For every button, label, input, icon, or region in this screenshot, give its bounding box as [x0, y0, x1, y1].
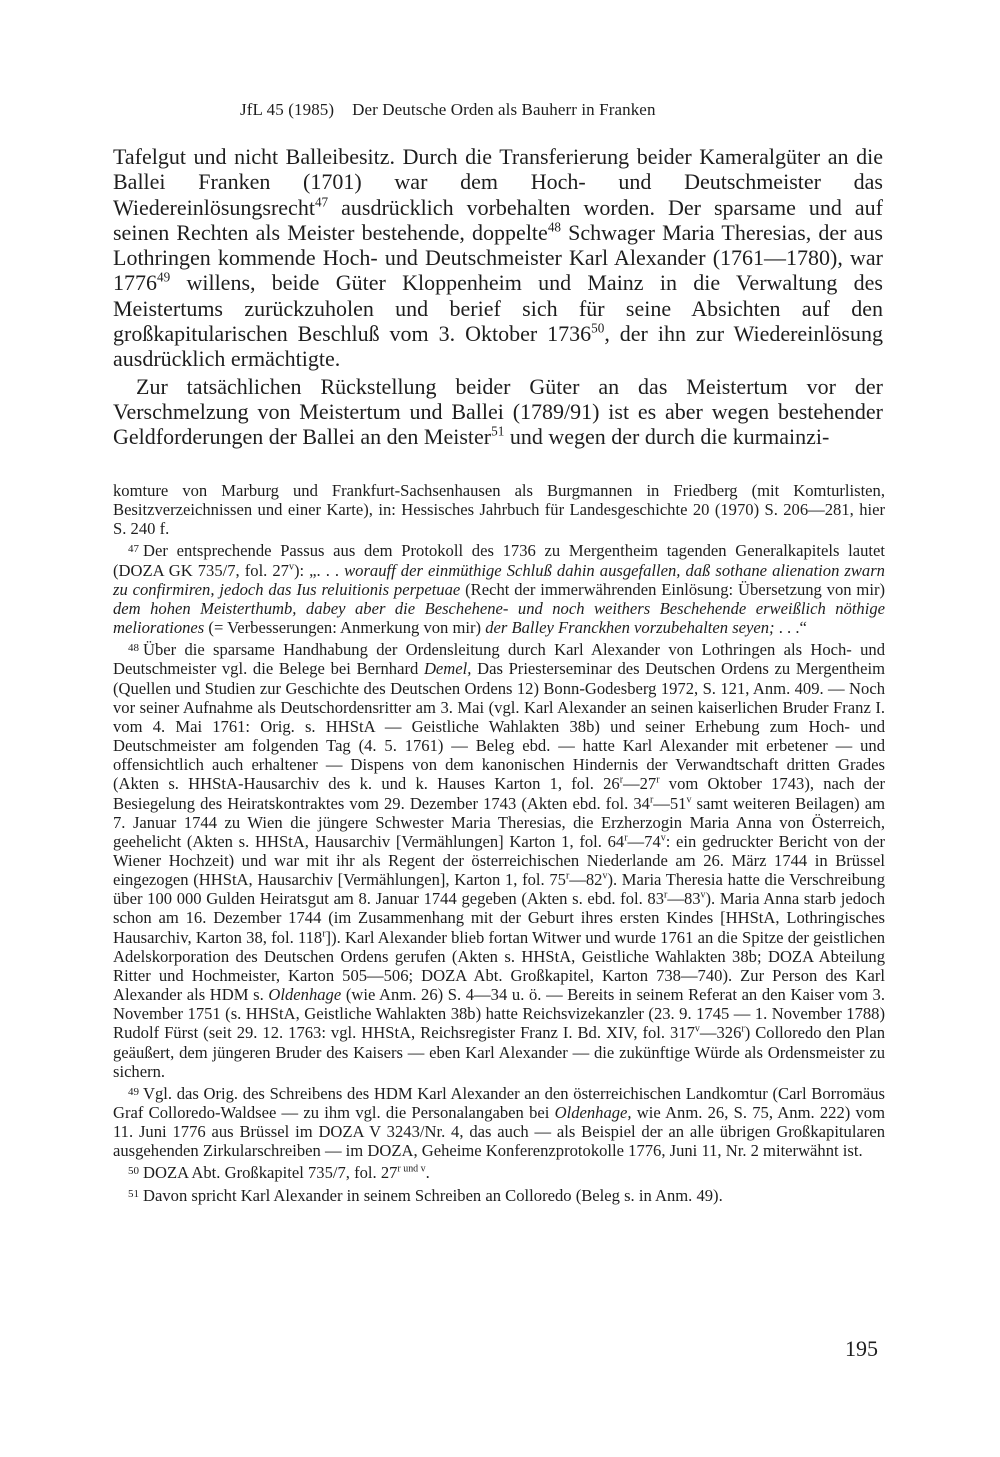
footnote-47 [113, 540, 885, 637]
text-run: Der entsprechende Passus aus dem Protokoll des 1736 zu Mergentheim tagenden Generalkapitels lautet (DOZA GK 735/7, fol. 27 [113, 541, 885, 580]
footnote-number: 51 [128, 1187, 139, 1200]
author-name: Oldenhage [268, 985, 342, 1005]
text-run: (Recht der immerwährenden Einlösung: Übersetzung von mir) [460, 579, 885, 599]
text-run: ). Maria Theresia hatte die Verschreibung über 100 000 Gulden Heiratsgut am 8. Januar 1744 gegeben (Akten s. ebd. fol. 83 [113, 870, 885, 909]
text-run: (wie Anm. 26) S. 4—34 u. ö. — Bereits in seinem Referat an den Kaiser vom 3. November 1751 (s. HHStA, Geistliche Wahlakten 38b) hatte Reichsvizekanzler (23. 9. 1745 — 1. November 1788) Rudolf Fürst (seit 29. 12. 1763: vgl. HHStA, Reichsregister Franz I. Bd. XIV, fol. 317 [113, 985, 885, 1043]
quoted-text: worauff der einmüthige Schluß dahin ausgefallen, daß sothane alienation zwarn zu confirmiren, jedoch das Ius reluitionis perpetuae [113, 560, 885, 599]
text-run: : ein gedruckter Bericht von der Wiener Hochzeit) und war mit ihr als Regent der österreichischen Niederlande am 26. März 1744 in Brüssel eingezogen (HHStA, Hausarchiv [Vermählungen], Karton 1, fol. 75 [113, 831, 885, 890]
page-number: 195 [845, 1336, 878, 1361]
paragraph-1 [113, 144, 883, 372]
journal-reference: JfL 45 (1985) [240, 100, 335, 119]
text-run: . . .“ [774, 618, 807, 638]
text-run: ). Maria Anna starb jedoch schon am 16. Dezember 1744 (im Zusammenhang mit der Geburt ihres ersten Kindes [HHStA, Lothringisches Hausarchiv, Karton 38, fol. 118 [113, 889, 886, 947]
superscript: r [619, 774, 624, 786]
article-title: Der Deutsche Orden als Bauherr in Franken [352, 100, 656, 119]
text-run: —51 [653, 793, 687, 813]
superscript: r [322, 928, 326, 940]
quoted-text: der Balley Franckhen vorzubehalten seyen; [485, 618, 775, 638]
text-run: —326 [699, 1023, 742, 1043]
text-run: ) Colloredo den Plan geäußert, dem jüngeren Bruder des Kaisers — eben Karl Alexander — die zukünftige Würde als Ordensmeister zu sichern. [113, 1023, 885, 1081]
footnote-48 [113, 639, 885, 1081]
footnote-number: 48 [128, 642, 139, 655]
main-text [113, 144, 883, 450]
footnote-ref-51: 51 [491, 423, 505, 439]
running-header [240, 100, 656, 120]
text-run: ausdrücklich vorbehalten worden. Der sparsame und auf seinen Rechten als Meister bestehende, doppelte [113, 194, 883, 245]
superscript: r [565, 870, 570, 882]
footnote-50 [113, 1162, 885, 1182]
footnote-ref-50: 50 [591, 320, 605, 336]
text-run: Tafelgut und nicht Balleibesitz. Durch die Transferierung beider Kameralgüter an die Ballei Franken (1701) war dem Hoch- und Deutschmeister das Wiedereinlösungsrecht [113, 144, 883, 220]
text-run: ): „. . . [293, 560, 345, 580]
superscript: v [660, 832, 666, 844]
paragraph-2 [113, 374, 883, 450]
text-run: —74 [627, 831, 661, 851]
superscript: r [664, 889, 668, 901]
text-run: und wegen der durch die kurmainzi- [504, 424, 830, 450]
text-run: ]). Karl Alexander blieb fortan Witwer und wurde 1761 an die Spitze der geistlichen Adelskorporation des Deutschen Ordens gerufen (Akten s. HHStA, Geistliche Wahlakten 38b; DOZA Abteilung Ritter und Hochmeister, Karton 505—506; DOZA Abt. Großkapitel, Karton 738—740). Zur Person des Karl Alexander als HDM s. [113, 927, 885, 1005]
footnote-ref-48: 48 [547, 219, 561, 235]
text-run: DOZA Abt. Großkapitel 735/7, fol. 27 [143, 1163, 398, 1183]
footnote-ref-49: 49 [157, 270, 171, 286]
footnote-51 [113, 1185, 885, 1205]
text-run: —82 [569, 870, 603, 890]
superscript: v [288, 561, 294, 573]
author-name: Oldenhage, [554, 1103, 632, 1122]
text-run: (= Verbesserungen: Anmerkung von mir) [204, 618, 486, 638]
text-run: Schwager Maria Theresias, der aus Lothringen kommende Hoch- und Deutschmeister Karl Alexander (1761—1780), war 1776 [113, 219, 883, 296]
text-run: —83 [667, 889, 701, 909]
text-run: —27 [623, 774, 657, 794]
text-run: vom Oktober 1743), nach der Besiegelung des Heiratskontraktes vom 29. Dezember 1743 (Akten ebd. fol. 34 [113, 774, 885, 813]
text-run: samt weiteren Beilagen) am 7. Januar 1744 zu Wien die jüngere Schwester Maria Theresias, die Erzherzogin Maria Anna von Österreich, geehelicht (Akten s. HHStA, Hausarchiv [Vermählungen] Karton 1, fol. 64 [113, 793, 885, 851]
author-name: Demel, [423, 659, 472, 679]
superscript: r [656, 774, 660, 786]
superscript: r und v [397, 1163, 426, 1175]
text-run: wie Anm. 26, S. 75, Anm. 222) vom 11. Juni 1776 aus Brüssel im DOZA V 3243/Nr. 4, das auch — als Beispiel der an alle übrigen Großkapitularen ausgehenden Zirkularschreiben — im DOZA, Geheime Konferenzprotokolle 1776, Juni 11, Nr. 2 miterwähnt ist. [113, 1103, 886, 1161]
superscript: r [649, 793, 654, 805]
superscript: v [694, 1023, 700, 1035]
text-run: Das Priesterseminar des Deutschen Ordens zu Mergentheim (Quellen und Studien zur Geschichte des Deutschen Ordens 12) Bonn-Godesberg 1972, S. 121, Anm. 409. — Noch vor seiner Aufnahme als Deutschordensritter am 3. Mai (vgl. Karl Alexander an seinen kaiserlichen Bruder Franz I. vom 4. Mai 1761: Orig. s. HHStA — Geistliche Wahlakten 38b) und seiner Erhebung zum Hoch- und Deutschmeister am folgenden Tag (4. 5. 1761) — Beleg ebd. — hatte Karl Alexander mit erbetener — und offensichtlich auch erhaltener — Dispens von dem kanonischen Hindernis der Verwandtschaft dritten Grades (Akten s. HHStA-Hausarchiv des k. und k. Hauses Karton 1, fol. 26 [113, 659, 885, 794]
superscript: r [741, 1023, 745, 1035]
text-run: Über die sparsame Handhabung der Ordensleitung durch Karl Alexander von Lothringen als Hoch- und Deutschmeister vgl. die Belege bei Bernhard [113, 640, 885, 679]
text-run: willens, beide Güter Kloppenheim und Mainz in die Verwaltung des Meistertums zurückzuholen und berief sich für seine Absichten auf den großkapitularischen Beschluß vom 3. Oktober 1736 [113, 270, 883, 347]
footnote-continuation: komture von Marburg und Frankfurt-Sachsenhausen als Burgmannen in Friedberg (mit Komturlisten, Besitzverzeichnissen und einer Karte), in: Hessisches Jahrbuch für Landesgeschichte 20 (1970) S. 206—281, hier S. 240 f. [113, 481, 885, 539]
superscript: v [602, 870, 608, 882]
text-run: . [425, 1163, 430, 1183]
text-run: Vgl. das Orig. des Schreibens des HDM Karl Alexander an den österreichischen Landkomtur (Carl Borromäus Graf Colloredo-Waldsee — zu ihm vgl. die Personalangaben bei [113, 1083, 885, 1122]
quoted-text: dem hohen Meisterthumb, dabey aber die Beschehene- und noch weithers Beschehende erweißlich nöthige meliorationes [113, 598, 885, 638]
text-run: Zur tatsächlichen Rückstellung beider Güter an das Meistertum vor der Verschmelzung von Meistertum und Ballei (1789/91) ist es aber wegen bestehender Geldforderungen der Ballei an den Meister [113, 373, 883, 450]
footnotes [113, 481, 885, 1205]
superscript: v [686, 793, 692, 805]
footnote-ref-47: 47 [314, 194, 329, 210]
footnote-49 [113, 1083, 885, 1161]
text-run: , der ihn zur Wiedereinlösung ausdrücklich ermächtigte. [113, 321, 883, 372]
footnote-number: 50 [128, 1165, 139, 1178]
footnote-number: 47 [128, 543, 139, 556]
superscript: r [624, 832, 628, 844]
superscript: v [700, 889, 706, 901]
footnote-number: 49 [128, 1085, 139, 1098]
text-run: Davon spricht Karl Alexander in seinem Schreiben an Colloredo (Beleg s. in Anm. 49). [143, 1185, 723, 1205]
